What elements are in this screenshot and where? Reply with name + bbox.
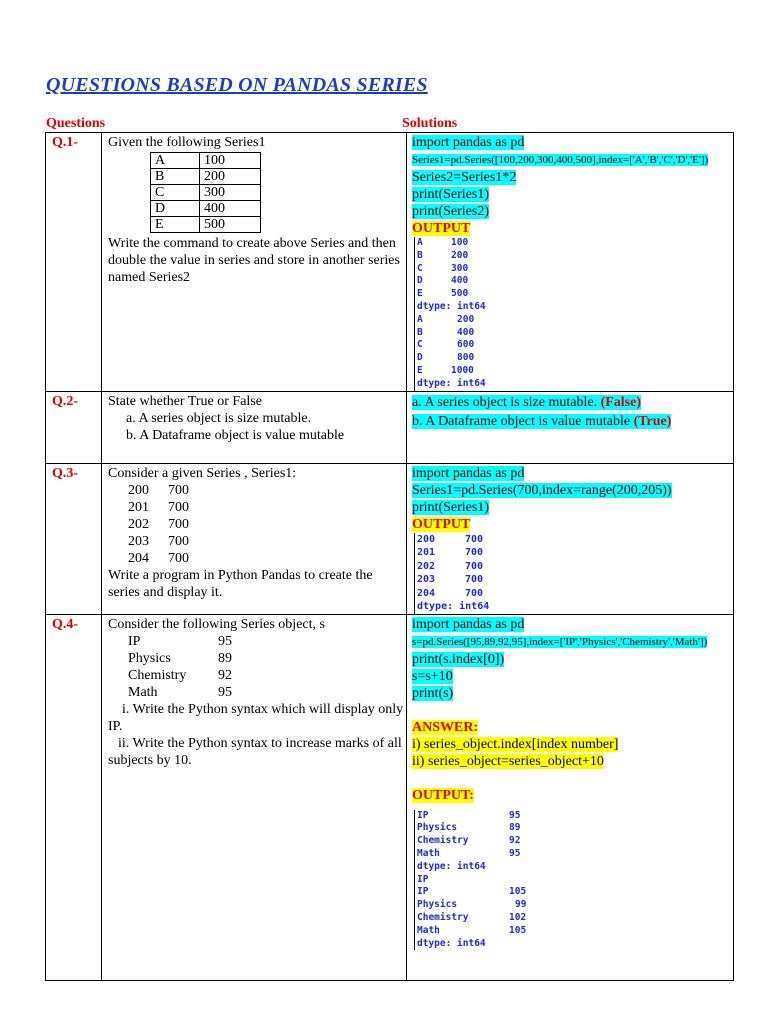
output-line: E 500 [417, 288, 469, 300]
q1-text: Write the command to create above Series and then double the value in series and store in another series named Series2 [108, 236, 400, 285]
code-line: Series2=Series1*2 [412, 170, 517, 185]
q1-number: Q.1- [46, 133, 102, 392]
list-item: Chemistry 92 [128, 667, 232, 683]
output-line: Math 95 [417, 847, 521, 859]
q3-text: Write a program in Python Pandas to create the series and display it. [108, 567, 373, 600]
code-line: print(Series1) [412, 499, 489, 515]
output-line: A 100 [417, 237, 469, 248]
list-item: 201 700 [128, 499, 189, 515]
code-line: Series1=pd.Series([100,200,300,400,500],index=['A','B','C','D','E']) [412, 154, 709, 166]
answer-line: ii) series_object=series_object+10 [412, 753, 604, 769]
output-line: Chemistry 102 [417, 911, 527, 923]
qa-table [45, 132, 734, 981]
q2-intro: State whether True or False [108, 393, 262, 409]
q3-number: Q.3- [46, 463, 102, 614]
answer-line: i) series_object.index[index number] [412, 736, 619, 752]
output-line: A 200 [417, 313, 475, 325]
output-line: C 300 [417, 262, 469, 274]
code-line: print(s.index[0]) [412, 651, 505, 667]
output-line: E 1000 [417, 364, 474, 376]
q2-item-b: b. A Dataframe object is value mutable [126, 427, 345, 443]
output-line: Chemistry 92 [417, 835, 521, 847]
questions-header: Questions [46, 116, 106, 131]
q2-row [46, 391, 734, 463]
q4-solution [407, 614, 734, 980]
output-line: C 600 [417, 339, 475, 351]
q3-question [102, 463, 407, 614]
q2-question [102, 391, 407, 463]
output-line: dtype: int64 [417, 377, 486, 389]
output-line: 202 700 [417, 560, 484, 572]
q4-item-ii: ii. Write the Python syntax to increase marks of all subjects by 10. [108, 735, 402, 768]
output-line: dtype: int64 [417, 860, 486, 872]
q2-solution [407, 391, 734, 463]
q4-item-i: i. Write the Python syntax which will display only IP. [108, 701, 404, 734]
table-cell: C [151, 185, 200, 201]
q2-answer-a: a. A series object is size mutable. (False) [412, 394, 641, 410]
output-line: dtype: int64 [417, 300, 486, 312]
output-label: OUTPUT: [412, 787, 474, 803]
code-line: Series1=pd.Series(700,index=range(200,205)) [412, 482, 672, 498]
code-line: print(Series2) [412, 204, 489, 219]
list-item: 203 700 [128, 533, 189, 549]
list-item: Math 95 [128, 684, 232, 700]
list-item: IP 95 [128, 633, 232, 649]
table-row [151, 185, 261, 201]
table-row [151, 169, 261, 185]
output-label: OUTPUT [412, 221, 471, 236]
output-line: Physics 89 [417, 822, 521, 834]
table-cell: E [151, 217, 200, 233]
q4-question [102, 614, 407, 980]
q4-output [414, 810, 733, 951]
output-line: D 800 [417, 352, 475, 364]
q1-intro: Given the following Series1 [108, 135, 266, 150]
q1-row [46, 133, 734, 392]
code-line: s=s+10 [412, 668, 453, 684]
code-line: import pandas as pd [412, 465, 525, 481]
table-cell: B [151, 169, 200, 185]
output-line: 204 700 [417, 587, 484, 599]
code-line: import pandas as pd [412, 135, 525, 150]
page-title: QUESTIONS BASED ON PANDAS SERIES [46, 74, 428, 96]
q1-series-table [150, 152, 261, 233]
q4-intro: Consider the following Series object, s [108, 616, 325, 632]
code-line: print(Series1) [412, 187, 489, 202]
list-item: 200 700 [128, 482, 189, 498]
table-cell: 300 [200, 185, 261, 201]
q4-number: Q.4- [46, 614, 102, 980]
output-line: dtype: int64 [417, 937, 486, 949]
table-cell: 100 [200, 153, 261, 169]
q2-item-a: a. A series object is size mutable. [126, 410, 312, 426]
table-cell: 200 [200, 169, 261, 185]
q3-intro: Consider a given Series , Series1: [108, 465, 297, 481]
output-line: D 400 [417, 275, 469, 287]
output-line: B 200 [417, 249, 469, 261]
table-row [151, 201, 261, 217]
list-item: 202 700 [128, 516, 189, 532]
q2-answer-b: b. A Dataframe object is value mutable (True) [412, 413, 672, 429]
list-item: Physics 89 [128, 650, 232, 666]
list-item: 204 700 [128, 550, 189, 566]
q3-solution [407, 463, 734, 614]
table-cell: A [151, 153, 200, 169]
output-line: B 400 [417, 326, 475, 338]
table-cell: 400 [200, 201, 261, 217]
table-cell: 500 [200, 217, 261, 233]
output-line: dtype: int64 [417, 601, 490, 613]
output-line: Math 105 [417, 924, 527, 936]
code-line: s=pd.Series([95,89,92,95],index=['IP','Physics','Chemistry','Math']) [412, 635, 708, 648]
code-line: import pandas as pd [412, 616, 525, 632]
output-line: 200 700 [417, 533, 484, 545]
output-line: IP [417, 873, 429, 885]
q1-output [414, 237, 733, 391]
table-row [151, 153, 261, 169]
solutions-header: Solutions [402, 116, 458, 131]
answer-label: ANSWER: [412, 719, 479, 735]
output-line: IP 95 [417, 809, 521, 821]
output-line: 203 700 [417, 574, 484, 586]
q3-output [414, 533, 733, 614]
table-row [151, 217, 261, 233]
output-label: OUTPUT [412, 516, 471, 532]
q3-row [46, 463, 734, 614]
q2-number: Q.2- [46, 391, 102, 463]
output-line: 201 700 [417, 547, 484, 559]
output-line: Physics 99 [417, 899, 527, 911]
q1-solution [407, 133, 734, 392]
output-line: IP 105 [417, 886, 527, 898]
table-cell: D [151, 201, 200, 217]
q4-row [46, 614, 734, 980]
q1-question [102, 133, 407, 392]
code-line: print(s) [412, 685, 454, 701]
